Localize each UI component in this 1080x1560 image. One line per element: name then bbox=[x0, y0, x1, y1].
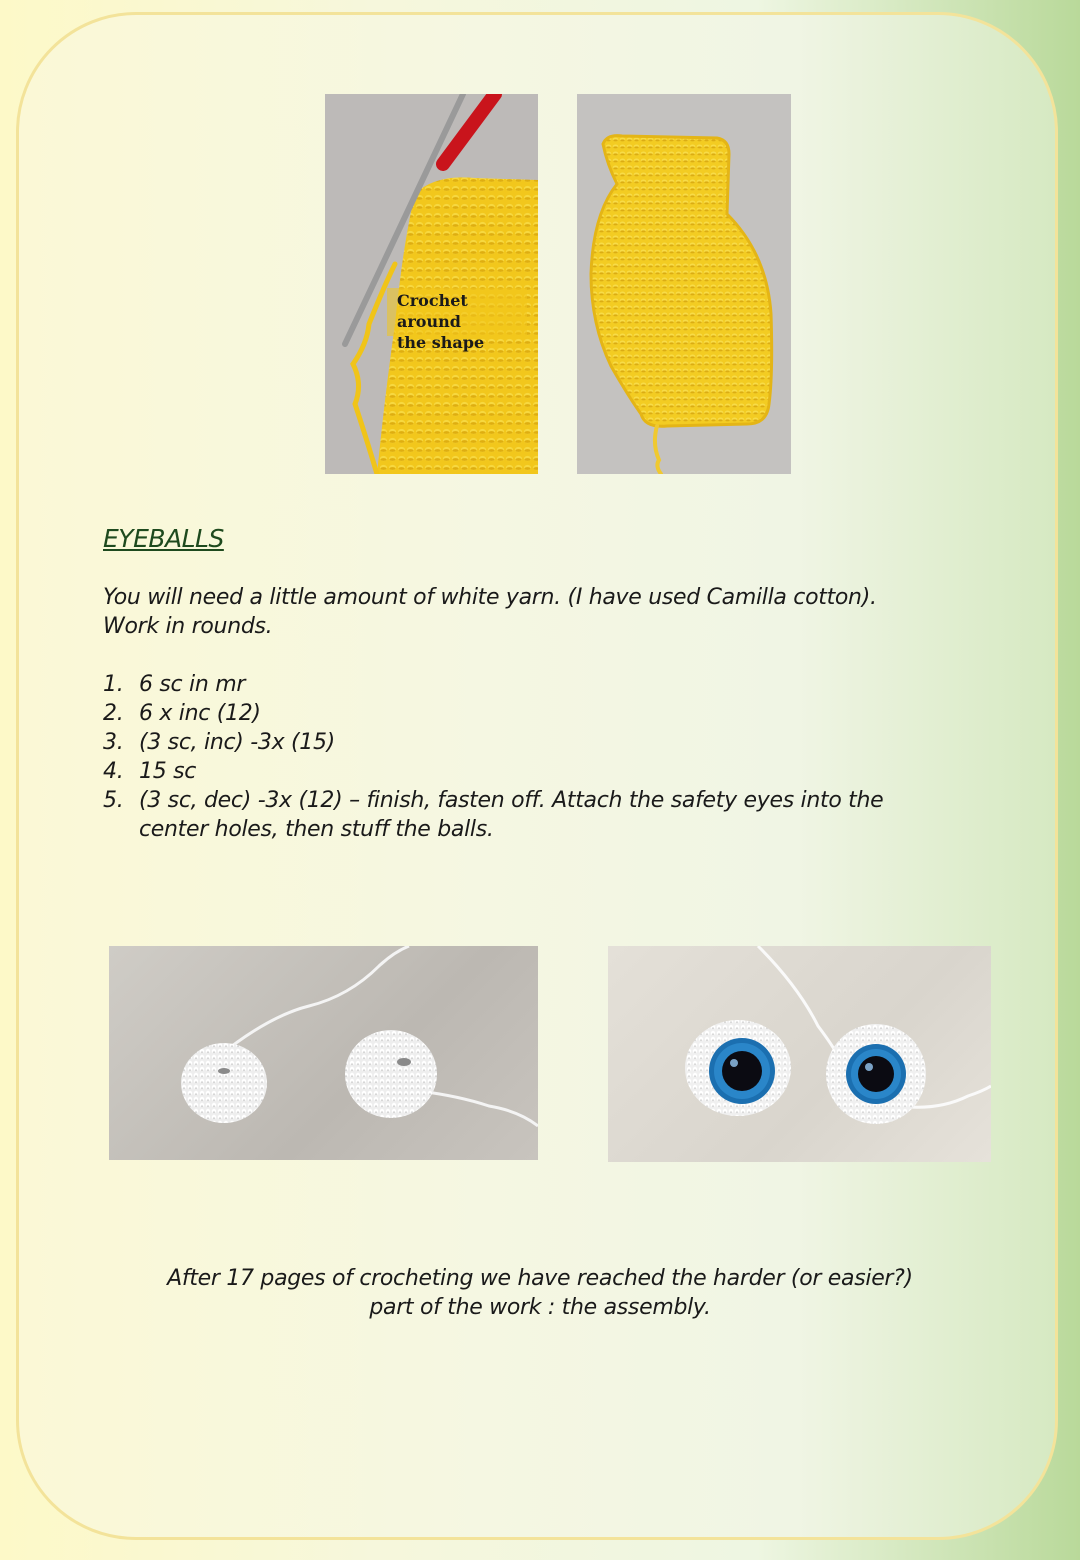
intro-line-1: You will need a little amount of white yarn. (I have used Camilla cotton). bbox=[103, 585, 877, 610]
yellow-crochet-shape-image bbox=[577, 94, 791, 474]
step-item bbox=[103, 786, 903, 844]
closing-line-2: part of the work : the assembly. bbox=[369, 1295, 711, 1320]
closing-line-1: After 17 pages of crocheting we have reached the harder (or easier?) bbox=[167, 1266, 913, 1291]
photo-caption: Crochet around the shape bbox=[397, 291, 485, 352]
step-text: (3 sc, inc) -3x (15) bbox=[139, 730, 335, 755]
step-text: 15 sc bbox=[139, 759, 197, 784]
photo-white-eyeballs bbox=[109, 946, 538, 1160]
closing-text bbox=[140, 1264, 940, 1322]
eyeballs-with-blue-eyes-image bbox=[608, 946, 991, 1162]
step-number: 1. bbox=[103, 672, 124, 697]
step-number: 2. bbox=[103, 701, 124, 726]
photo-crochet-around-shape bbox=[325, 94, 538, 474]
step-text: 6 sc in mr bbox=[139, 672, 246, 697]
step-item bbox=[103, 670, 903, 699]
step-item bbox=[103, 728, 903, 757]
step-item bbox=[103, 699, 903, 728]
white-crochet-balls-image bbox=[109, 946, 538, 1160]
intro-line-2: Work in rounds. bbox=[103, 614, 273, 639]
step-number: 5. bbox=[103, 788, 124, 813]
step-text: 6 x inc (12) bbox=[139, 701, 261, 726]
step-text: (3 sc, dec) -3x (12) – finish, fasten off. Attach the safety eyes into the center holes, then stuff the balls. bbox=[139, 788, 884, 842]
step-item bbox=[103, 757, 903, 786]
step-number: 3. bbox=[103, 730, 124, 755]
section-heading: EYEBALLS bbox=[103, 524, 224, 553]
photo-eyeballs-with-safety-eyes bbox=[608, 946, 991, 1162]
crochet-piece-with-hook-image bbox=[325, 94, 538, 474]
instruction-steps bbox=[103, 670, 903, 844]
intro-text bbox=[103, 583, 877, 641]
photo-crochet-shape-finished bbox=[577, 94, 791, 474]
step-number: 4. bbox=[103, 759, 124, 784]
